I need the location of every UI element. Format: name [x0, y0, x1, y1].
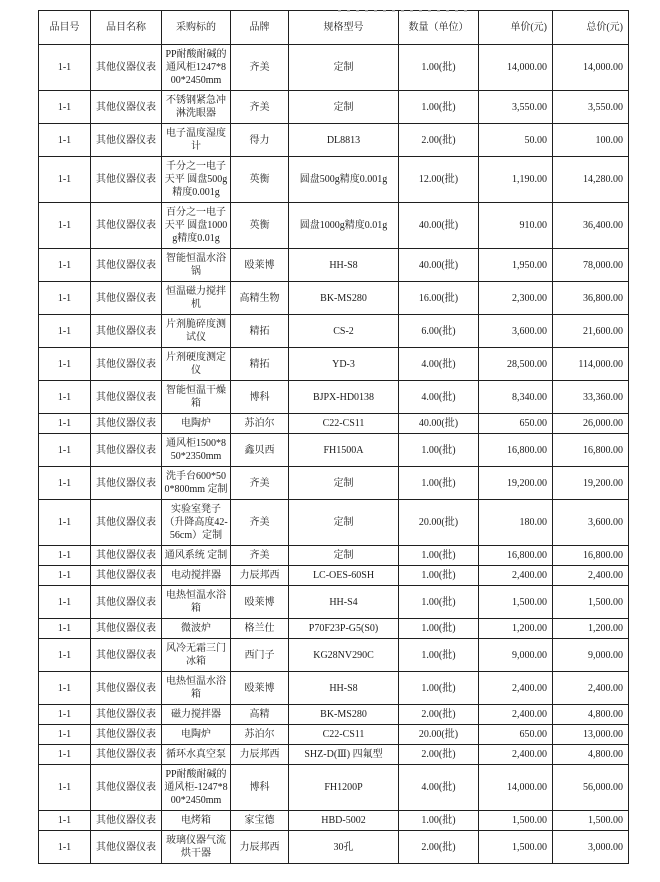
cell-target: 电陶炉	[162, 725, 231, 745]
cell-item-no: 1-1	[39, 546, 91, 566]
cell-quantity: 1.00(批)	[399, 639, 479, 672]
cell-brand: 齐美	[231, 546, 289, 566]
table-row	[39, 705, 629, 725]
cell-target: 实验室凳子（升降高度42-56cm）定制	[162, 500, 231, 546]
cell-quantity: 1.00(批)	[399, 546, 479, 566]
table-row	[39, 765, 629, 811]
table-row	[39, 467, 629, 500]
cell-target: 电热恒温水浴箱	[162, 672, 231, 705]
cell-total-price: 36,800.00	[553, 282, 629, 315]
cell-item-name: 其他仪器仪表	[91, 725, 162, 745]
cell-quantity: 1.00(批)	[399, 434, 479, 467]
cell-model: DL8813	[289, 124, 399, 157]
cell-quantity: 16.00(批)	[399, 282, 479, 315]
cell-target: 千分之一电子天平 圆盘500g精度0.001g	[162, 157, 231, 203]
cell-quantity: 1.00(批)	[399, 91, 479, 124]
column-header-item-no: 品目号	[39, 11, 91, 45]
cell-quantity: 4.00(批)	[399, 381, 479, 414]
table-row	[39, 745, 629, 765]
cell-item-no: 1-1	[39, 315, 91, 348]
cell-unit-price: 650.00	[479, 414, 553, 434]
cell-unit-price: 1,190.00	[479, 157, 553, 203]
column-header-brand: 品牌	[231, 11, 289, 45]
cell-item-no: 1-1	[39, 282, 91, 315]
cell-model: BK-MS280	[289, 705, 399, 725]
cell-quantity: 40.00(批)	[399, 203, 479, 249]
table-row	[39, 725, 629, 745]
table-row	[39, 811, 629, 831]
cell-total-price: 36,400.00	[553, 203, 629, 249]
cell-brand: 齐美	[231, 45, 289, 91]
cell-model: BK-MS280	[289, 282, 399, 315]
cell-item-name: 其他仪器仪表	[91, 672, 162, 705]
cell-target: PP耐酸耐碱的通风柜1247*800*2450mm	[162, 45, 231, 91]
cell-brand: 力辰邦西	[231, 745, 289, 765]
cell-target: 恒温磁力搅拌机	[162, 282, 231, 315]
cell-total-price: 19,200.00	[553, 467, 629, 500]
table-row	[39, 434, 629, 467]
cell-brand: 苏泊尔	[231, 414, 289, 434]
cell-item-no: 1-1	[39, 157, 91, 203]
cell-model: HH-S8	[289, 249, 399, 282]
table-body	[39, 45, 629, 864]
cell-brand: 鑫贝西	[231, 434, 289, 467]
cell-brand: 家宝德	[231, 811, 289, 831]
cell-brand: 殴莱博	[231, 672, 289, 705]
cell-item-no: 1-1	[39, 381, 91, 414]
cell-unit-price: 1,500.00	[479, 811, 553, 831]
table-row	[39, 831, 629, 864]
cell-model: 定制	[289, 45, 399, 91]
table-row	[39, 45, 629, 91]
cell-item-name: 其他仪器仪表	[91, 45, 162, 91]
cell-target: PP耐酸耐碱的通风柜-1247*800*2450mm	[162, 765, 231, 811]
cell-item-no: 1-1	[39, 348, 91, 381]
cell-target: 循环水真空泵	[162, 745, 231, 765]
cell-item-name: 其他仪器仪表	[91, 639, 162, 672]
cell-unit-price: 28,500.00	[479, 348, 553, 381]
cell-item-name: 其他仪器仪表	[91, 157, 162, 203]
cell-quantity: 4.00(批)	[399, 765, 479, 811]
cell-total-price: 16,800.00	[553, 434, 629, 467]
cell-unit-price: 3,600.00	[479, 315, 553, 348]
cell-item-no: 1-1	[39, 467, 91, 500]
cell-item-name: 其他仪器仪表	[91, 619, 162, 639]
cell-quantity: 2.00(批)	[399, 831, 479, 864]
cell-item-no: 1-1	[39, 414, 91, 434]
cell-item-name: 其他仪器仪表	[91, 467, 162, 500]
cell-model: YD-3	[289, 348, 399, 381]
cell-item-name: 其他仪器仪表	[91, 414, 162, 434]
cell-unit-price: 8,340.00	[479, 381, 553, 414]
cell-model: 定制	[289, 91, 399, 124]
cell-item-name: 其他仪器仪表	[91, 282, 162, 315]
cell-quantity: 1.00(批)	[399, 566, 479, 586]
cell-brand: 博科	[231, 765, 289, 811]
cell-quantity: 2.00(批)	[399, 745, 479, 765]
column-header-unit-price: 单价(元)	[479, 11, 553, 45]
cell-unit-price: 1,200.00	[479, 619, 553, 639]
cell-unit-price: 180.00	[479, 500, 553, 546]
cell-quantity: 6.00(批)	[399, 315, 479, 348]
cell-item-name: 其他仪器仪表	[91, 249, 162, 282]
cell-quantity: 1.00(批)	[399, 811, 479, 831]
cell-target: 电子温度湿度计	[162, 124, 231, 157]
cell-model: HH-S8	[289, 672, 399, 705]
cell-item-no: 1-1	[39, 45, 91, 91]
table-row	[39, 500, 629, 546]
cell-item-name: 其他仪器仪表	[91, 434, 162, 467]
cell-quantity: 2.00(批)	[399, 705, 479, 725]
cell-unit-price: 2,400.00	[479, 566, 553, 586]
cell-item-name: 其他仪器仪表	[91, 811, 162, 831]
cell-item-no: 1-1	[39, 745, 91, 765]
cell-brand: 西门子	[231, 639, 289, 672]
cell-item-name: 其他仪器仪表	[91, 586, 162, 619]
table-row	[39, 546, 629, 566]
cell-target: 片剂脆碎度测试仪	[162, 315, 231, 348]
cell-model: C22-CS11	[289, 414, 399, 434]
cell-model: FH1200P	[289, 765, 399, 811]
cell-item-no: 1-1	[39, 765, 91, 811]
cell-brand: 精拓	[231, 315, 289, 348]
cell-target: 微波炉	[162, 619, 231, 639]
cell-total-price: 14,280.00	[553, 157, 629, 203]
table-row	[39, 157, 629, 203]
column-header-item-name: 品目名称	[91, 11, 162, 45]
table-row	[39, 586, 629, 619]
cell-item-name: 其他仪器仪表	[91, 500, 162, 546]
cell-model: KG28NV290C	[289, 639, 399, 672]
cell-item-name: 其他仪器仪表	[91, 566, 162, 586]
cell-target: 通风系统 定制	[162, 546, 231, 566]
cell-item-no: 1-1	[39, 124, 91, 157]
cell-brand: 英衡	[231, 157, 289, 203]
cell-quantity: 12.00(批)	[399, 157, 479, 203]
cell-item-no: 1-1	[39, 672, 91, 705]
column-header-target: 采购标的	[162, 11, 231, 45]
cell-target: 电动搅拌器	[162, 566, 231, 586]
cell-target: 片剂硬度测定仪	[162, 348, 231, 381]
cell-total-price: 3,600.00	[553, 500, 629, 546]
cell-item-no: 1-1	[39, 725, 91, 745]
cell-item-name: 其他仪器仪表	[91, 348, 162, 381]
cell-total-price: 3,550.00	[553, 91, 629, 124]
cell-total-price: 1,500.00	[553, 586, 629, 619]
cell-item-name: 其他仪器仪表	[91, 381, 162, 414]
table-row	[39, 315, 629, 348]
cell-brand: 齐美	[231, 91, 289, 124]
cell-item-no: 1-1	[39, 831, 91, 864]
cell-unit-price: 16,800.00	[479, 546, 553, 566]
cell-item-name: 其他仪器仪表	[91, 546, 162, 566]
table-row	[39, 203, 629, 249]
table-row	[39, 91, 629, 124]
column-header-total-price: 总价(元)	[553, 11, 629, 45]
cell-item-no: 1-1	[39, 811, 91, 831]
table-row	[39, 348, 629, 381]
cell-target: 智能恒温干燥箱	[162, 381, 231, 414]
cell-brand: 高精	[231, 705, 289, 725]
cell-target: 风冷无霜三门冰箱	[162, 639, 231, 672]
table-row	[39, 249, 629, 282]
cell-model: 定制	[289, 546, 399, 566]
header-row	[39, 11, 629, 45]
cell-quantity: 40.00(批)	[399, 249, 479, 282]
table-row	[39, 282, 629, 315]
cell-target: 不锈钢紧急冲淋洗眼器	[162, 91, 231, 124]
cell-quantity: 40.00(批)	[399, 414, 479, 434]
cell-unit-price: 50.00	[479, 124, 553, 157]
cell-target: 电烤箱	[162, 811, 231, 831]
cell-target: 电陶炉	[162, 414, 231, 434]
cell-model: P70F23P-G5(S0)	[289, 619, 399, 639]
cell-item-name: 其他仪器仪表	[91, 831, 162, 864]
cell-unit-price: 19,200.00	[479, 467, 553, 500]
cell-model: 定制	[289, 500, 399, 546]
cell-total-price: 16,800.00	[553, 546, 629, 566]
cell-item-no: 1-1	[39, 434, 91, 467]
table-row	[39, 639, 629, 672]
cell-model: HBD-5002	[289, 811, 399, 831]
cell-item-no: 1-1	[39, 203, 91, 249]
cell-total-price: 78,000.00	[553, 249, 629, 282]
cell-item-no: 1-1	[39, 566, 91, 586]
cell-model: SHZ-D(Ⅲ) 四氟型	[289, 745, 399, 765]
cell-total-price: 14,000.00	[553, 45, 629, 91]
cell-total-price: 4,800.00	[553, 745, 629, 765]
cell-total-price: 56,000.00	[553, 765, 629, 811]
cell-target: 百分之一电子天平 圆盘1000g精度0.01g	[162, 203, 231, 249]
cell-quantity: 20.00(批)	[399, 725, 479, 745]
cell-item-no: 1-1	[39, 639, 91, 672]
table-row	[39, 566, 629, 586]
cell-target: 洗手台600*500*800mm 定制	[162, 467, 231, 500]
cell-quantity: 1.00(批)	[399, 672, 479, 705]
cell-total-price: 2,400.00	[553, 672, 629, 705]
cell-target: 玻璃仪器气流烘干器	[162, 831, 231, 864]
cell-quantity: 1.00(批)	[399, 45, 479, 91]
cell-brand: 精拓	[231, 348, 289, 381]
cell-item-name: 其他仪器仪表	[91, 745, 162, 765]
cell-brand: 齐美	[231, 500, 289, 546]
cell-brand: 苏泊尔	[231, 725, 289, 745]
column-header-quantity: 数量（单位）	[399, 11, 479, 45]
cell-model: 圆盘1000g精度0.01g	[289, 203, 399, 249]
cell-unit-price: 2,400.00	[479, 705, 553, 725]
column-header-model: 规格型号	[289, 11, 399, 45]
cell-brand: 殴莱博	[231, 586, 289, 619]
cell-quantity: 20.00(批)	[399, 500, 479, 546]
cell-item-name: 其他仪器仪表	[91, 705, 162, 725]
cell-target: 电热恒温水浴箱	[162, 586, 231, 619]
cell-item-name: 其他仪器仪表	[91, 124, 162, 157]
cell-brand: 英衡	[231, 203, 289, 249]
cell-quantity: 1.00(批)	[399, 619, 479, 639]
cell-item-no: 1-1	[39, 500, 91, 546]
cell-unit-price: 1,950.00	[479, 249, 553, 282]
cell-unit-price: 3,550.00	[479, 91, 553, 124]
cell-model: 定制	[289, 467, 399, 500]
cell-model: 圆盘500g精度0.001g	[289, 157, 399, 203]
cell-item-name: 其他仪器仪表	[91, 315, 162, 348]
cell-quantity: 1.00(批)	[399, 586, 479, 619]
cell-item-name: 其他仪器仪表	[91, 203, 162, 249]
table-row	[39, 414, 629, 434]
cell-item-name: 其他仪器仪表	[91, 765, 162, 811]
cell-unit-price: 9,000.00	[479, 639, 553, 672]
cell-total-price: 3,000.00	[553, 831, 629, 864]
cell-total-price: 13,000.00	[553, 725, 629, 745]
clipped-text-artifact	[338, 10, 473, 12]
cell-total-price: 1,200.00	[553, 619, 629, 639]
cell-model: CS-2	[289, 315, 399, 348]
cell-unit-price: 2,400.00	[479, 745, 553, 765]
cell-model: BJPX-HD0138	[289, 381, 399, 414]
table-row	[39, 124, 629, 157]
cell-brand: 力辰邦西	[231, 831, 289, 864]
cell-total-price: 26,000.00	[553, 414, 629, 434]
cell-total-price: 9,000.00	[553, 639, 629, 672]
cell-unit-price: 1,500.00	[479, 586, 553, 619]
cell-brand: 力辰邦西	[231, 566, 289, 586]
cell-item-no: 1-1	[39, 619, 91, 639]
cell-total-price: 21,600.00	[553, 315, 629, 348]
cell-model: C22-CS11	[289, 725, 399, 745]
cell-target: 磁力搅拌器	[162, 705, 231, 725]
cell-brand: 得力	[231, 124, 289, 157]
cell-total-price: 100.00	[553, 124, 629, 157]
cell-unit-price: 910.00	[479, 203, 553, 249]
cell-model: 30孔	[289, 831, 399, 864]
table-header	[39, 11, 629, 45]
cell-item-no: 1-1	[39, 705, 91, 725]
cell-item-no: 1-1	[39, 91, 91, 124]
cell-target: 通风柜1500*850*2350mm	[162, 434, 231, 467]
cell-model: HH-S4	[289, 586, 399, 619]
cell-total-price: 2,400.00	[553, 566, 629, 586]
cell-total-price: 114,000.00	[553, 348, 629, 381]
table-row	[39, 672, 629, 705]
cell-item-no: 1-1	[39, 586, 91, 619]
cell-quantity: 1.00(批)	[399, 467, 479, 500]
cell-model: LC-OES-60SH	[289, 566, 399, 586]
cell-unit-price: 14,000.00	[479, 45, 553, 91]
cell-unit-price: 1,500.00	[479, 831, 553, 864]
cell-item-no: 1-1	[39, 249, 91, 282]
table-row	[39, 619, 629, 639]
cell-unit-price: 650.00	[479, 725, 553, 745]
cell-brand: 格兰仕	[231, 619, 289, 639]
cell-quantity: 2.00(批)	[399, 124, 479, 157]
cell-unit-price: 14,000.00	[479, 765, 553, 811]
procurement-items-table	[38, 10, 629, 864]
cell-unit-price: 16,800.00	[479, 434, 553, 467]
cell-brand: 殴莱博	[231, 249, 289, 282]
cell-target: 智能恒温水浴锅	[162, 249, 231, 282]
cell-unit-price: 2,400.00	[479, 672, 553, 705]
cell-total-price: 33,360.00	[553, 381, 629, 414]
cell-total-price: 1,500.00	[553, 811, 629, 831]
cell-model: FH1500A	[289, 434, 399, 467]
table-row	[39, 381, 629, 414]
cell-item-name: 其他仪器仪表	[91, 91, 162, 124]
cell-quantity: 4.00(批)	[399, 348, 479, 381]
cell-brand: 博科	[231, 381, 289, 414]
cell-unit-price: 2,300.00	[479, 282, 553, 315]
cell-brand: 高精生物	[231, 282, 289, 315]
cell-brand: 齐美	[231, 467, 289, 500]
cell-total-price: 4,800.00	[553, 705, 629, 725]
